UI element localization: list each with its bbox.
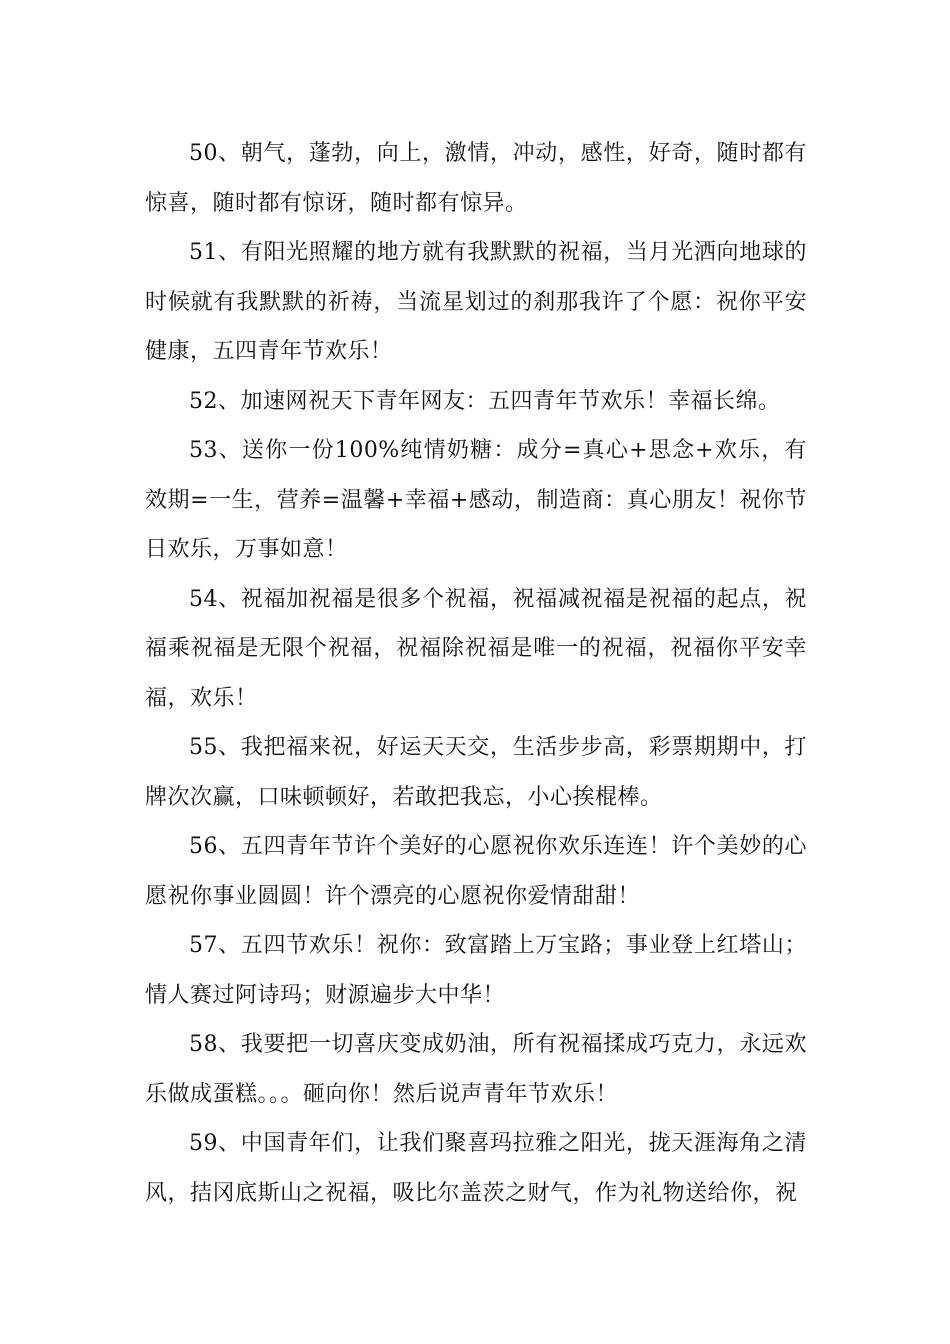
paragraph-53: 53、送你一份100%纯情奶糖：成分=真心+思念+欢乐，有效期=一生，营养=温馨+幸福+感动，制造商：真心朋友！祝你节日欢乐，万事如意！ <box>145 438 807 562</box>
paragraph-56: 56、五四青年节许个美好的心愿祝你欢乐连连！许个美妙的心愿祝你事业圆圆！许个漂亮的心愿祝你爱情甜甜！ <box>145 834 807 909</box>
paragraph-59: 59、中国青年们，让我们聚喜玛拉雅之阳光，拢天涯海角之清风，拮冈底斯山之祝福，吸比尔盖茨之财气，作为礼物送给你，祝 <box>145 1131 807 1206</box>
paragraph-58: 58、我要把一切喜庆变成奶油，所有祝福揉成巧克力，永远欢乐做成蛋糕。。。砸向你！然后说声青年节欢乐！ <box>145 1032 807 1107</box>
document-page <box>145 129 807 1218</box>
paragraph-54: 54、祝福加祝福是很多个祝福，祝福减祝福是祝福的起点，祝福乘祝福是无限个祝福，祝福除祝福是唯一的祝福，祝福你平安幸福，欢乐！ <box>145 586 807 711</box>
paragraph-52: 52、加速网祝天下青年网友：五四青年节欢乐！幸福长绵。 <box>189 388 781 414</box>
paragraph-57: 57、五四节欢乐！祝你：致富踏上万宝路；事业登上红塔山；情人赛过阿诗玛；财源遍步大中华！ <box>145 933 807 1008</box>
paragraph-55: 55、我把福来祝，好运天天交，生活步步高，彩票期期中，打牌次次赢，口味顿顿好，若敢把我忘，小心挨棍棒。 <box>145 735 807 810</box>
paragraph-51: 51、有阳光照耀的地方就有我默默的祝福，当月光洒向地球的时候就有我默默的祈祷，当流星划过的刹那我许了个愿：祝你平安健康，五四青年节欢乐！ <box>145 240 807 364</box>
paragraph-50: 50、朝气，蓬勃，向上，激情，冲动，感性，好奇，随时都有惊喜，随时都有惊讶，随时都有惊异。 <box>145 141 807 216</box>
